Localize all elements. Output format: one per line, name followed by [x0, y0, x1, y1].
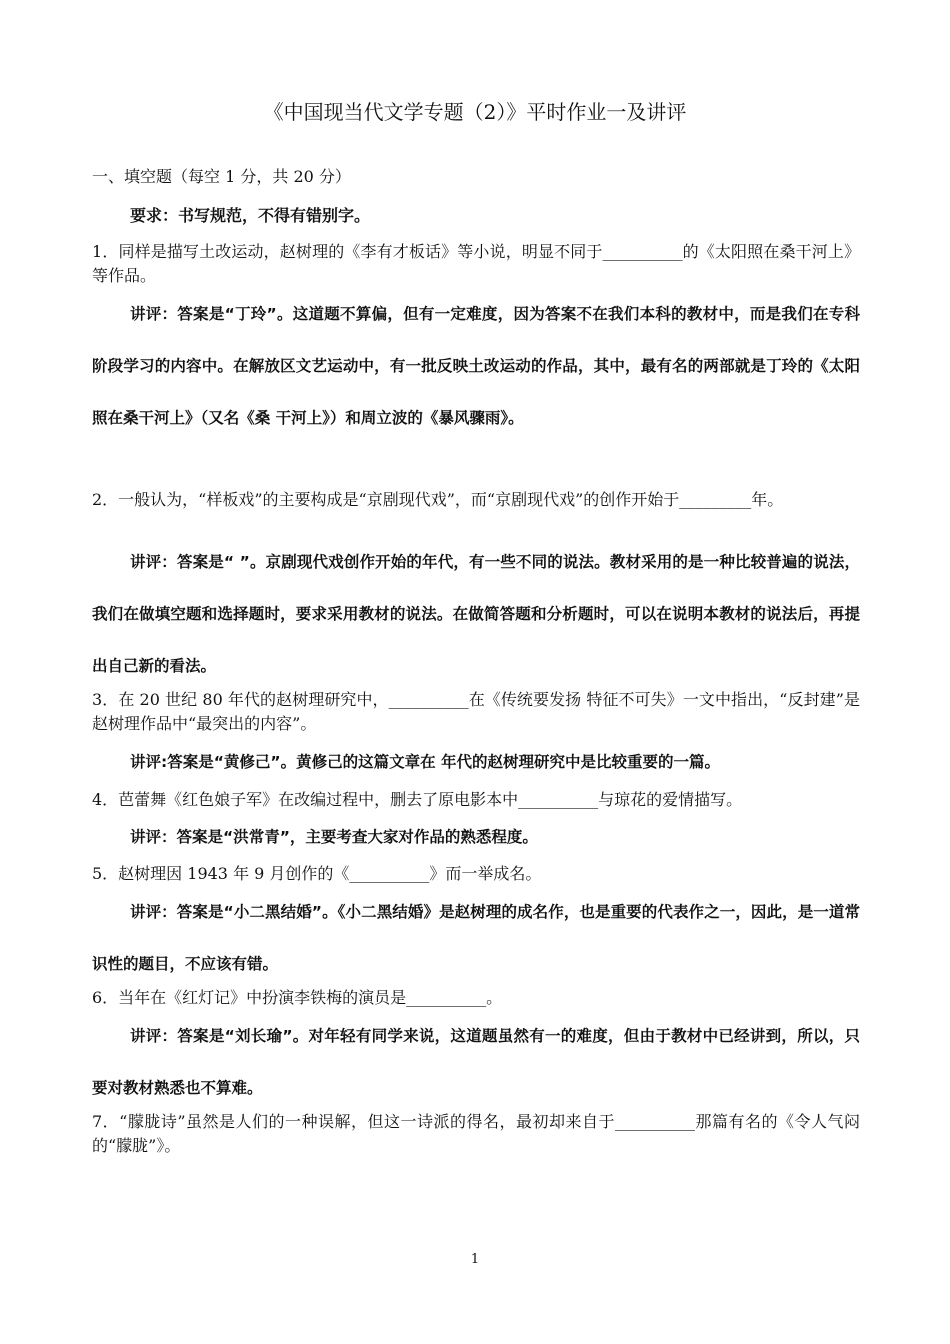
- question-4: 4．芭蕾舞《红色娘子军》在改编过程中，删去了原电影本中__________与琼花的爱情描写。: [92, 790, 743, 809]
- page-number: 1: [470, 1252, 480, 1267]
- commentary-2: 讲评：答案是“ ”。京剧现代戏创作开始的年代，有一些不同的说法。教材采用的是一种比较普遍的说法，我们在做填空题和选择题时，要求采用教材的说法。在做简答题和分析题时，可以在说明本教材的说法后，再提出自己新的看法。: [92, 553, 860, 675]
- section-heading: 一、填空题（每空 1 分，共 20 分）: [92, 167, 351, 186]
- commentary-4: 讲评：答案是“洪常青”，主要考查大家对作品的熟悉程度。: [130, 828, 538, 846]
- commentary-6: 讲评：答案是“刘长瑜”。对年轻有同学来说，这道题虽然有一的难度，但由于教材中已经讲到，所以，只要对教材熟悉也不算难。: [92, 1027, 860, 1097]
- question-3: 3．在 20 世纪 80 年代的赵树理研究中，__________在《传统要发扬 特征不可失》一文中指出，“反封建”是赵树理作品中“最突出的内容”。: [92, 690, 860, 733]
- question-5: 5．赵树理因 1943 年 9 月创作的《__________》而一举成名。: [92, 864, 542, 883]
- question-1: 1．同样是描写土改运动，赵树理的《李有才板话》等小说，明显不同于__________的《太阳照在桑干河上》等作品。: [92, 242, 860, 285]
- commentary-3: 讲评:答案是“黄修己”。黄修己的这篇文章在 年代的赵树理研究中是比较重要的一篇。: [130, 753, 720, 771]
- question-6: 6．当年在《红灯记》中扮演李铁梅的演员是__________。: [92, 988, 503, 1007]
- question-7: 7．“朦胧诗”虽然是人们的一种误解，但这一诗派的得名，最初却来自于__________那篇有名的《令人气闷的“朦胧”》。: [92, 1112, 860, 1155]
- page-title: 《中国现当代文学专题（2）》平时作业一及讲评: [263, 100, 687, 124]
- commentary-1: 讲评：答案是“丁玲”。这道题不算偏，但有一定难度，因为答案不在我们本科的教材中，而是我们在专科阶段学习的内容中。在解放区文艺运动中，有一批反映土改运动的作品，其中，最有名的两部就是丁玲的《太阳照在桑干河上》（又名《桑 干河上》）和周立波的《暴风骤雨》。: [92, 305, 860, 427]
- commentary-5: 讲评：答案是“小二黑结婚”。《小二黑结婚》是赵树理的成名作，也是重要的代表作之一，因此，是一道常识性的题目，不应该有错。: [92, 903, 860, 973]
- question-2: 2．一般认为，“样板戏”的主要构成是“京剧现代戏”，而“京剧现代戏”的创作开始于_________年。: [92, 490, 784, 509]
- requirement-note: 要求：书写规范，不得有错别字。: [130, 206, 371, 225]
